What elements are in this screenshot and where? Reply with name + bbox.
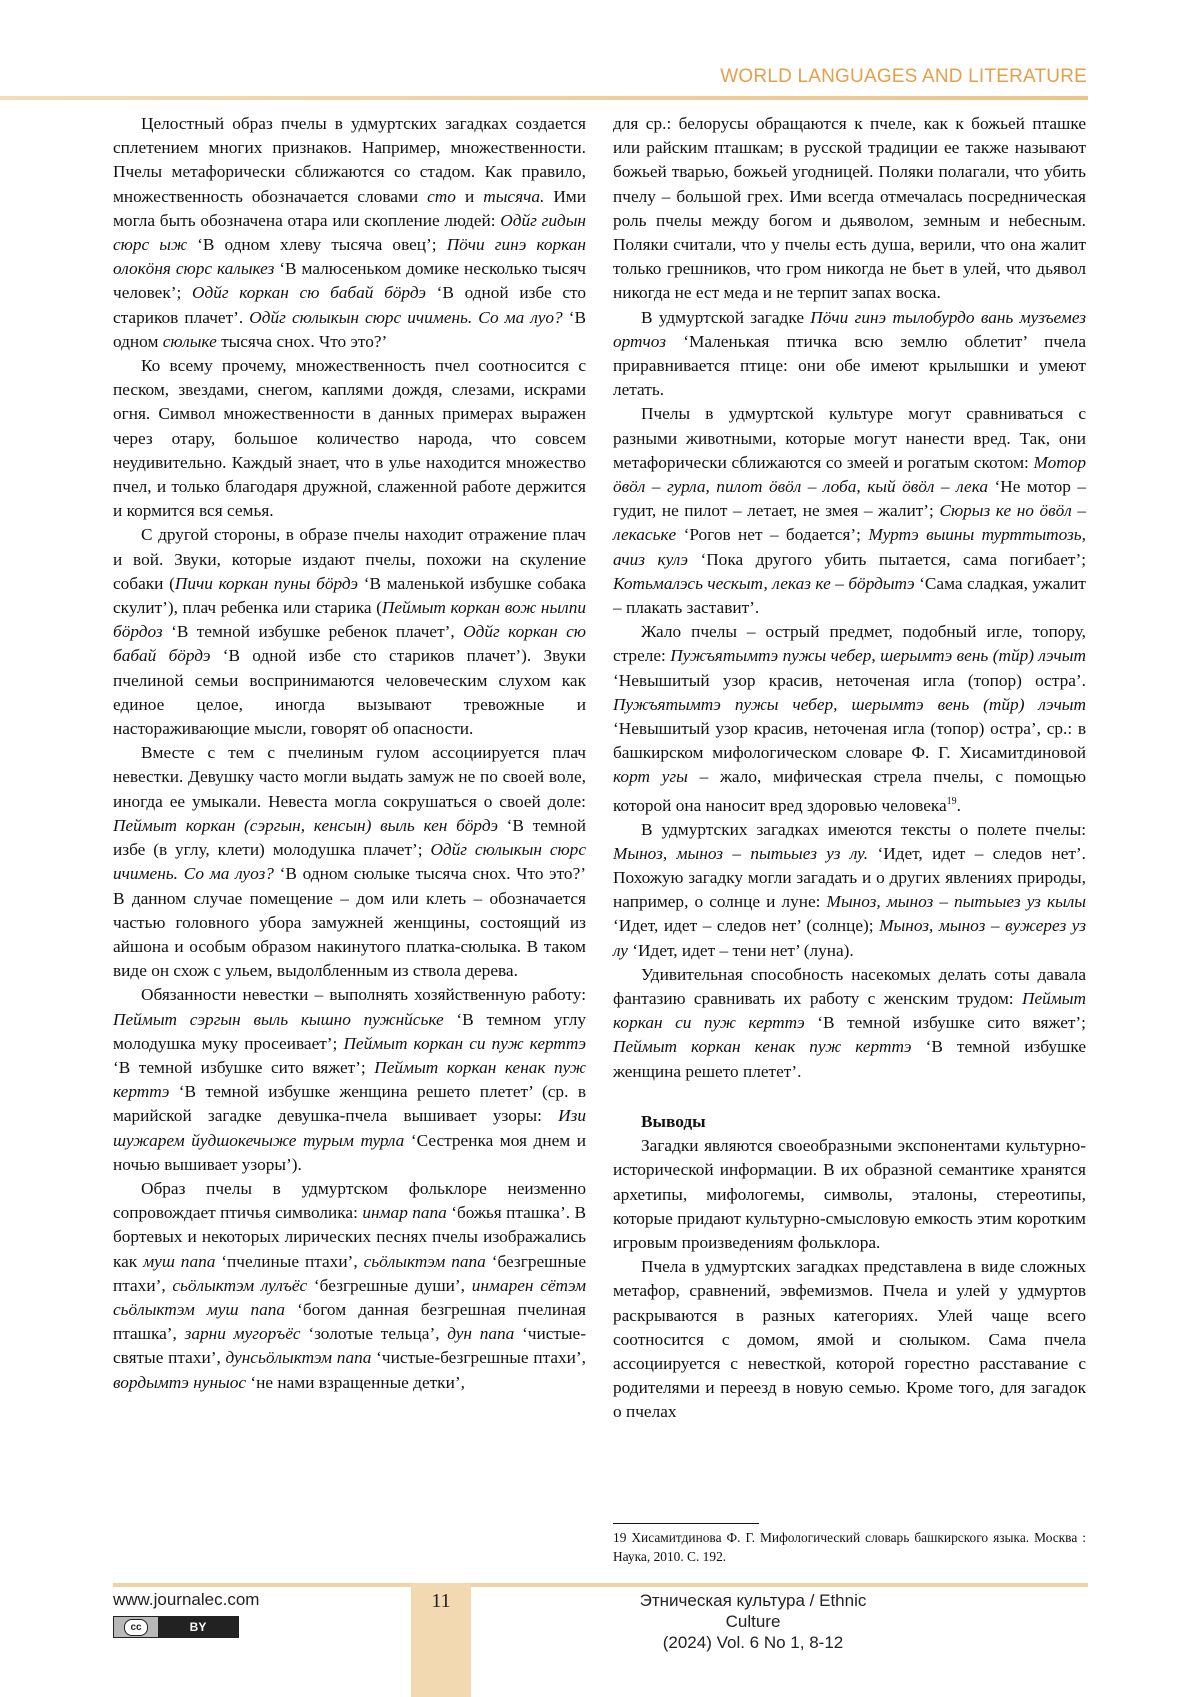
footer-rule [113,1583,1088,1587]
body-paragraph: Вместе с тем с пчелиным гулом ассоциируется плач невестки. Девушку часто могли выдать замуж не по своей воле, иногда ее умыкали. Невеста могла сокрушаться о своей доле: Пеймыт коркан (сэргын, кенсын) выль кен бӧрдэ ‘В темной избе (в углу, клети) молодушка плачет’; Одйг сюлыкын сюрс ичимень. Со ма луоз? ‘В одном сюлыке тысяча снох. Что это?’ В данном случае помещение – дом или клеть – обозначается частью головного убора замужней женщины, состоящий из айшона и особым образом накинутого платка-сюлыка. В таком виде он схож с ульем, выдолбленным из ствола дерева. [113,743,586,981]
journal-section-title: WORLD LANGUAGES AND LITERATURE [720,66,1087,87]
cc-logo-icon: cc [124,1619,148,1636]
cc-by-license-icon[interactable] [113,1616,239,1638]
body-paragraph: В удмуртских загадках имеются тексты о полете пчелы: Мыноз, мыноз – пытьыез уз лу. ‘Идет, идет – следов нет’. Похожую загадку могли загадать и о других явлениях природы, например, о солнце и луне: Мыноз, мыноз – пытьыез уз кылы ‘Идет, идет – следов нет’ (солнце); Мыноз, мыноз – вужерез уз лу ‘Идет, идет – тени нет’ (луна). [613,819,1086,960]
citation-journal-title: Этническая культура / Ethnic Culture [639,1591,867,1631]
body-paragraph: Целостный образ пчелы в удмуртских загадках создается сплетением многих признаков. Например, множественности. Пчелы метафорически сближаются со стадом. Как правило, множественность обозначается словами сто и тысяча. Ими могла быть обозначена отара или скопление людей: Одйг гидын сюрс ыж ‘В одном хлеву тысяча овец’; Пӧчи гинэ коркан олокӧня сюрс калыкез ‘В малюсеньком домике несколько тысяч человек’; Одйг коркан сю бабай бӧрдэ ‘В одной избе сто стариков плачет’. Одйг сюлыкын сюрс ичимень. Со ма луо? ‘В одном сюлыке тысяча снох. Что это?’ [113,114,586,351]
cc-icon-panel [114,1617,158,1637]
body-paragraph: Удивительная способность насекомых делать соты давала фантазию сравнивать их работу с женским трудом: Пеймыт коркан си пуж керттэ ‘В темной избушке сито вяжет’; Пеймыт коркан кенак пуж керттэ ‘В темной избушке женщина решето плетет’. [613,964,1086,1081]
body-paragraph: Пчела в удмуртских загадках представлена в виде сложных метафор, сравнений, эвфемизмов. Пчела и улей у удмуртов раскрываются в разных категориях. Улей чаще всего соотносится с домом, ямой и сюлыком. Сама пчела ассоциируется с невесткой, которой горестно расставание с родителями и переезд в новую семью. Кроме того, для загадок о пчелах [613,1257,1086,1422]
journal-website-link[interactable]: www.journalec.com [113,1590,260,1609]
body-paragraph: Обязанности невестки – выполнять хозяйственную работу: Пеймыт сэргын выль кышно пужнйське ‘В темном углу молодушка муку просеивает’; Пеймыт коркан си пуж керттэ ‘В темной избушке сито вяжет’; Пеймыт коркан кенак пуж керттэ ‘В темной избушке женщина решето плетет’ (ср. в марийской загадке девушка-пчела вышивает узоры: Изи шужарем йудшокечыже турым турла ‘Сестренка моя днем и ночью вышивает узоры’). [113,985,586,1174]
body-paragraph: Пчелы в удмуртской культуре могут сравниваться с разными животными, которые могут нанести вред. Так, они метафорически сближаются со змеей и рогатым скотом: Мотор ӧвӧл – гурла, пилот ӧвӧл – лоба, кый ӧвӧл – лека ‘Не мотор – гудит, не пилот – летает, не змея – жалит’; Сюрыз ке но ӧвӧл – лекаськe ‘Рогов нет – бодается’; Муртэ выины турттытозь, ачиз кулэ ‘Пока другого убить пытается, сама погибает’; Котьмалэсь ческыт, леказ ке – бӧрдытэ ‘Сама сладкая, ужалит – плакать заставит’. [613,404,1087,618]
body-paragraph: Ко всему прочему, множественность пчел соотносится с песком, звездами, снегом, каплями дождя, слезами, искрами огня. Символ множественности в данных примерах выражен через отару, большое количество народа, что совсем неудивительно. Каждый знает, что в улье находится множество пчел, и только благодаря дружной, слаженной работе держится и кормится вся семья. [113,356,586,521]
body-paragraph: Жало пчелы – острый предмет, подобный игле, топору, стреле: Пужъятымтэ пужы чебер, шерымтэ вень (тйр) лэчыт ‘Невышитый узор красив, неточеная игла (топор) остра’. Пужъятымтэ пужы чебер, шерымтэ вень (тйр) лэчыт ‘Невышитый узор красив, неточеная игла (топор) остра’, ср.: в башкирском мифологическом словаре Ф. Г. Хисамитдиновой корт угы – жало, мифическая стрела пчелы, с помощью которой она наносит вред здоровью человека$^{19}$. [613,622,1086,815]
body-paragraph: Образ пчелы в удмуртском фольклоре неизменно сопровождает птичья символика: инмар папа ‘божья пташка’. В бортевых и некоторых лирических песнях пчелы изображались как муш папа ‘пчелиные птахи’, сьӧлыктэм папа ‘безгрешные птахи’, сьӧлыктэм лулъёс ‘безгрешные души’, инмарен сётэм сьӧлыктэм муш папа ‘богом данная безгрешная пчелиная пташка’, зарни мугоръёс ‘золотые тельца’, дун папа ‘чистые-святые птахи’, дунсьӧлыктэм папа ‘чистые-безгрешные птахи’, вордымтэ нуныос ‘не нами взращенные детки’, [113,1178,587,1392]
citation-volume: (2024) Vol. 6 No 1, 8-12 [662,1633,844,1652]
page-number: 11 [431,1590,451,1612]
footnote-separator [613,1523,759,1524]
section-heading: Выводы [641,1111,706,1131]
body-paragraph: В удмуртской загадке Пӧчи гинэ тылобурдо вань музъемез ортчоз ‘Маленькая птичка всю землю облетит’ пчела приравнивается птице: они обе имеют крылышки и умеют летать. [613,307,1086,400]
right-text-column [613,112,1086,1425]
body-paragraph: для ср.: белорусы обращаются к пчеле, как к божьей пташке или райским пташкам; в русской традиции ее также называют божьей тварью, божьей угодницей. Поляки полагали, что убить пчелу – большой грех. Ими всегда отмечалась посредническая роль пчелы между богом и дьяволом, земным и небесным. Поляки считали, что у пчелы есть душа, верили, что она жалит только грешников, что гром никогда не бьет в улей, что дьявол никогда не ест меда и не терпит запах воска. [613,114,1086,303]
body-paragraph: Загадки являются своеобразными экспонентами культурно-исторической информации. В их образной семантике хранятся архетипы, мифологемы, символы, эталоны, стереотипы, которые придают культурно-смысловую емкость этим коротким игровым произведениям фольклора. [613,1136,1086,1252]
journal-citation [613,1590,893,1653]
body-paragraph: С другой стороны, в образе пчелы находит отражение плач и вой. Звуки, которые издают пчелы, похожи на скуление собаки (Пичи коркан пуны бӧрдэ ‘В маленькой избушке собака скулит’), плач ребенка или старика (Пеймыт коркан вож нылпи бӧрдоз ‘В темной избушке ребенок плачет’, Одйг коркан сю бабай бӧрдэ ‘В одной избе сто стариков плачет’). Звуки пчелиной семьи воспринимаются человеческим слухом как единое целое, иногда вызывают тревожные и настораживающие мысли, говорят об опасности. [113,525,587,739]
header-rule [0,96,1088,100]
by-label: BY [189,1620,207,1634]
footnote: 19 Хисамитдинова Ф. Г. Мифологический словарь башкирского языка. Москва : Наука, 2010. С. 192. [613,1530,1086,1564]
left-text-column [113,112,586,1395]
